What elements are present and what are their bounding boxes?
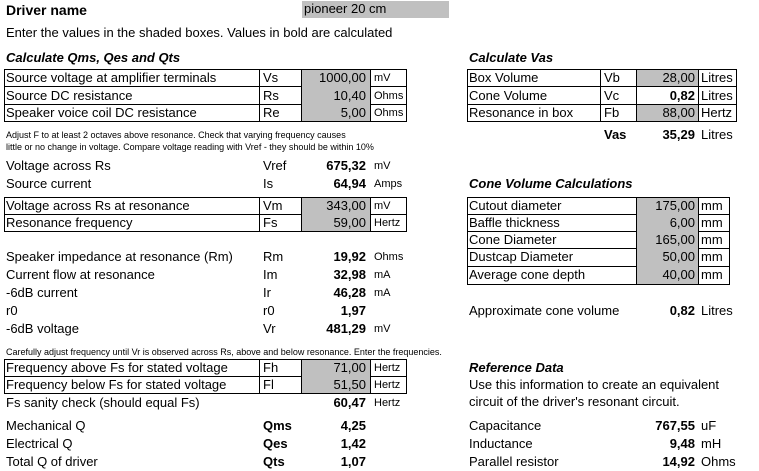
vs-unit: mV [374,72,391,84]
fs-unit: Hertz [374,217,401,229]
qts-symbol: Qts [263,454,285,469]
im-symbol: Im [263,267,278,282]
rm-unit: Ohms [374,251,404,263]
dustcap-diameter-input[interactable]: 50,00 [662,249,695,264]
r0-label: r0 [6,303,18,318]
re-symbol: Re [263,105,280,120]
sanity-label: Fs sanity check (should equal Fs) [6,395,200,410]
fb-symbol: Fb [604,105,620,120]
driver-name-label: Driver name [6,2,87,18]
is-symbol: Is [263,176,274,191]
vc-value: 0,82 [669,88,695,103]
vc-label: Cone Volume [469,88,548,103]
cone-depth-unit: mm [701,267,723,282]
capacitance-value: 767,55 [655,418,695,433]
capacitance-label: Capacitance [469,418,542,433]
baffle-thickness-input[interactable]: 6,00 [669,215,695,230]
reference-description-line1: Use this information to create an equivalent [469,377,720,392]
fb-unit: Hertz [701,105,733,120]
cutout-diameter-label: Cutout diameter [469,198,562,213]
fs-input[interactable]: 59,00 [333,215,366,230]
qes-value: 1,42 [340,436,366,451]
vm-unit: mV [374,200,391,212]
cutout-diameter-input[interactable]: 175,00 [655,198,695,213]
note-frequencies: Carefully adjust frequency until Vr is observed across Rs, above and below resonance. Enter the frequencies. [6,347,442,357]
im-value: 32,98 [333,267,366,282]
inductance-label: Inductance [469,436,533,451]
vc-symbol: Vc [604,88,620,103]
cone-diameter-input[interactable]: 165,00 [655,232,695,247]
vm-label: Voltage across Rs at resonance [6,198,190,213]
im-label: Current flow at resonance [6,267,155,282]
vr-value: 481,29 [326,321,366,336]
cone-diameter-unit: mm [701,232,723,247]
vr-symbol: Vr [263,321,276,336]
ir-value: 46,28 [333,285,366,300]
ir-label: -6dB current [6,285,78,300]
cone-section-title: Cone Volume Calculations [469,176,633,191]
note-adjust-line2: little or no change in voltage. Compare voltage reading with Vref - they should be within 10% [6,142,374,152]
vref-unit: mV [374,160,391,172]
vb-symbol: Vb [604,70,620,85]
cone-depth-input[interactable]: 40,00 [662,267,695,282]
vas-unit: Litres [701,127,733,142]
vref-value: 675,32 [326,158,366,173]
qes-label: Electrical Q [6,436,73,451]
im-unit: mA [374,269,391,281]
reference-description-line2: circuit of the driver's resonant circuit. [469,394,680,409]
vb-input[interactable]: 28,00 [662,70,695,85]
qms-section-title: Calculate Qms, Qes and Qts [6,50,181,65]
rm-value: 19,92 [333,249,366,264]
cone-depth-label: Average cone depth [469,267,586,282]
fl-symbol: Fl [263,377,274,392]
approx-cone-volume-value: 0,82 [669,303,695,318]
parallel-resistor-value: 14,92 [662,454,695,469]
vas-value: 35,29 [662,127,695,142]
qes-symbol: Qes [263,436,288,451]
r0-value: 1,97 [340,303,366,318]
fl-input[interactable]: 51,50 [333,377,366,392]
fh-label: Frequency above Fs for stated voltage [6,360,228,375]
rm-label: Speaker impedance at resonance (Rm) [6,249,233,264]
fs-symbol: Fs [263,215,278,230]
cone-diameter-label: Cone Diameter [469,232,557,247]
baffle-thickness-unit: mm [701,215,723,230]
vref-label: Voltage across Rs [6,158,111,173]
fl-unit: Hertz [374,379,401,391]
vr-unit: mV [374,323,391,335]
sanity-value: 60,47 [333,395,366,410]
vb-label: Box Volume [469,70,539,85]
baffle-thickness-label: Baffle thickness [469,215,560,230]
r0-symbol: r0 [263,303,275,318]
fh-symbol: Fh [263,360,279,375]
approx-cone-volume-label: Approximate cone volume [469,303,620,318]
inductance-unit: mH [701,436,722,451]
rs-unit: Ohms [374,90,404,102]
re-label: Speaker voice coil DC resistance [6,105,197,120]
vm-input[interactable]: 343,00 [326,198,366,213]
vs-label: Source voltage at amplifier terminals [6,70,217,85]
parallel-resistor-unit: Ohms [701,454,736,469]
cutout-diameter-unit: mm [701,198,723,213]
is-unit: Amps [374,178,403,190]
ir-unit: mA [374,287,391,299]
vb-unit: Litres [701,70,733,85]
qts-value: 1,07 [340,454,366,469]
is-value: 64,94 [333,176,366,191]
vas-section-title: Calculate Vas [469,50,554,65]
capacitance-unit: uF [701,418,717,433]
rs-input[interactable]: 10,40 [333,88,366,103]
fh-input[interactable]: 71,00 [333,360,366,375]
rm-symbol: Rm [263,249,284,264]
approx-cone-volume-unit: Litres [701,303,733,318]
dustcap-diameter-unit: mm [701,249,723,264]
vc-unit: Litres [701,88,733,103]
instructions: Enter the values in the shaded boxes. Values in bold are calculated [6,25,393,40]
vs-input[interactable]: 1000,00 [319,70,366,85]
sanity-unit: Hertz [374,397,401,409]
driver-name-input[interactable]: pioneer 20 cm [302,1,449,18]
re-unit: Ohms [374,107,404,119]
parallel-resistor-label: Parallel resistor [469,454,559,469]
is-label: Source current [6,176,92,191]
fh-unit: Hertz [374,362,401,374]
vm-symbol: Vm [263,198,283,213]
reference-section-title: Reference Data [469,360,564,375]
inductance-value: 9,48 [669,436,695,451]
qms-symbol: Qms [263,418,292,433]
vref-symbol: Vref [263,158,287,173]
qts-label: Total Q of driver [6,454,98,469]
dustcap-diameter-label: Dustcap Diameter [469,249,574,264]
fl-label: Frequency below Fs for stated voltage [6,377,227,392]
rs-symbol: Rs [263,88,279,103]
qms-label: Mechanical Q [6,418,86,433]
fs-label: Resonance frequency [6,215,133,230]
vas-symbol: Vas [604,127,627,142]
ir-symbol: Ir [263,285,271,300]
vr-label: -6dB voltage [6,321,79,336]
rs-label: Source DC resistance [6,88,133,103]
re-input[interactable]: 5,00 [340,105,366,120]
vs-symbol: Vs [263,70,279,85]
note-adjust-line1: Adjust F to at least 2 octaves above resonance. Check that varying frequency causes [6,130,346,140]
fb-label: Resonance in box [469,105,574,120]
fb-input[interactable]: 88,00 [662,105,695,120]
qms-value: 4,25 [340,418,366,433]
